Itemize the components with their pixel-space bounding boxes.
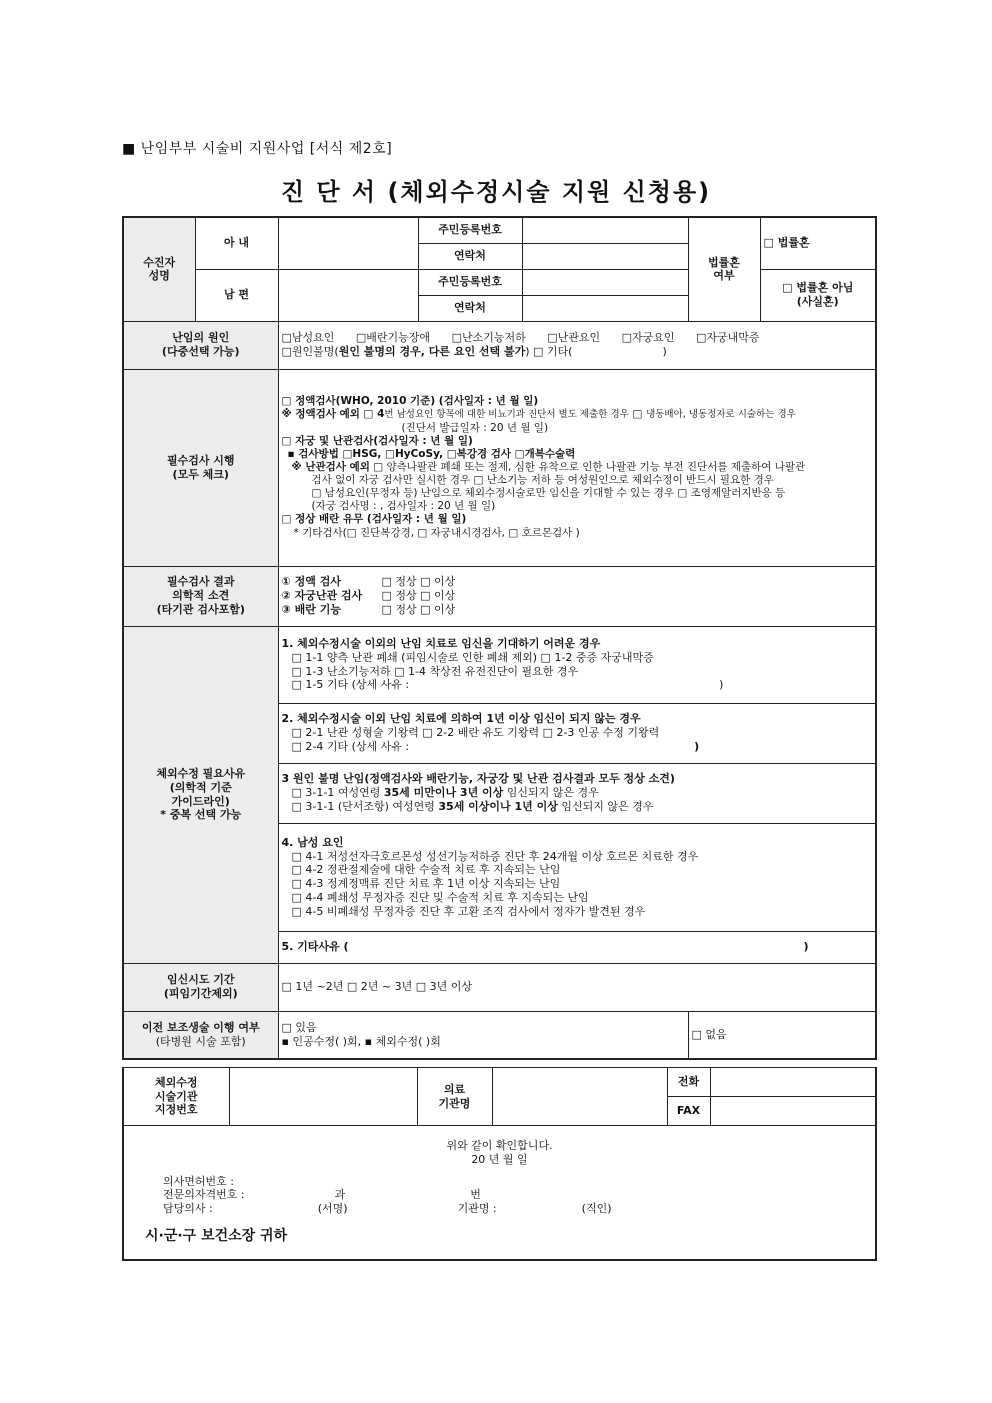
ivf-reason-label: 체외수정 필요사유 (의학적 기준 가이드라인) * 중복 선택 가능 (123, 626, 278, 963)
not-married-option[interactable]: □ 법률혼 아님 (사실혼) (760, 269, 876, 321)
diagnosis-form (122, 216, 877, 1060)
husband-id-label: 주민등록번호 (418, 269, 522, 295)
doctor-signature[interactable]: 담당의사 : (서명) 기관명 : (직인) (163, 1202, 612, 1216)
ivf-reason-section-5[interactable]: 5. 기타사유 ( ) (278, 931, 876, 963)
patient-name-label: 수진자 성명 (123, 217, 195, 321)
institution-designation-label: 체외수정 시술기관 지정번호 (123, 1068, 229, 1126)
required-tests-label: 필수검사 시행 (모두 체크) (123, 369, 278, 566)
confirm-text: 위와 같이 확인합니다. (446, 1139, 553, 1153)
wife-contact-label: 연락처 (418, 243, 522, 269)
prior-procedure-no[interactable]: □ 없음 (688, 1011, 876, 1059)
required-tests-content[interactable]: □ 정액검사(WHO, 2010 기준) (검사일자 : 년 월 일) ※ 정액검사 예외 □ 4번 남성요인 항목에 대한 비뇨기과 진단서 별도 제출한 경우 □ 냉동배아, 냉동정자로 시술하는 경우 (진단서 발급일자 : 20 년 월 일) □ 자궁 및 난관검사(검사일자 : 년 월 일) ▪ 검사방법 □HSG, □HyCoSy, □복강경 검사 □개복수술력 ※ 난관검사 예외 □ 양측나팔관 폐쇄 또는 절제, 심한 유착으로 인한 나팔관 기능 부전 진단서를 제출하여 나팔관 검사 없이 자궁 검사만 실시한 경우 □ 난소기능 저하 등 여성원인으로 체외수정이 반드시 필요한 경우 □ 남성요인(무정자 등) 난임으로 체외수정시술로만 임신을 기대할 수 있는 경우 □ 조영제알러지반응 등 (자궁 검사명 : , 검사일자 : 20 년 월 일) □ 정상 배란 유무 (검사일자 : 년 월 일) * 기타검사(□ 진단복강경, □ 자궁내시경검사, □ 호르몬검사 ) (278, 369, 876, 566)
test-results-label: 필수검사 결과 의학적 소견 (타기관 검사포함) (123, 566, 278, 626)
attempt-period-label: 임신시도 기간 (피임기간제외) (123, 963, 278, 1011)
husband-name-field[interactable] (278, 269, 418, 321)
married-option[interactable]: □ 법률혼 (760, 217, 876, 269)
fax-label: FAX (667, 1097, 710, 1126)
institution-name-field[interactable] (492, 1068, 667, 1126)
test-results-content[interactable]: ① 정액 검사 □ 정상 □ 이상 ② 자궁난관 검사 □ 정상 □ 이상 ③ 배란 기능 □ 정상 □ 이상 (278, 566, 876, 626)
infertility-cause-options[interactable]: □남성요인 □배란기능장애 □난소기능저하 □난관요인 □자궁요인 □자궁내막증 □원인불명(원인 불명의 경우, 다른 요인 선택 불가) □ 기타( ) (278, 321, 876, 369)
signature-block (123, 1126, 876, 1260)
wife-id-label: 주민등록번호 (418, 217, 522, 243)
license-number[interactable]: 의사면허번호 : (163, 1174, 234, 1188)
recipient: 시·군·구 보건소장 귀하 (145, 1227, 288, 1244)
infertility-cause-label: 난임의 원인 (다중선택 가능) (123, 321, 278, 369)
attempt-period-options[interactable]: □ 1년 ~2년 □ 2년 ~ 3년 □ 3년 이상 (278, 963, 876, 1011)
phone-field[interactable] (710, 1068, 876, 1097)
ivf-reason-section-3[interactable]: 3 원인 불명 난임(정액검사와 배란기능, 자궁강 및 난관 검사결과 모두 정상 소견) □ 3-1-1 여성연령 35세 미만이나 3년 이상 임신되지 않은 경우 □ 3-1-1 (단서조항) 여성연령 35세 이상이나 1년 이상 임신되지 않은 경우 (278, 763, 876, 823)
institution-table (122, 1067, 877, 1261)
husband-id-field[interactable] (522, 269, 688, 295)
husband-label: 남 편 (195, 269, 278, 321)
page-title: 진 단 서 (체외수정시술 지원 신청용) (280, 178, 712, 206)
phone-label: 전화 (667, 1068, 710, 1097)
institution-designation-field[interactable] (229, 1068, 417, 1126)
fax-field[interactable] (710, 1097, 876, 1126)
form-header: ■ 난임부부 시술비 지원사업 [서식 제2호] (122, 141, 393, 157)
husband-contact-label: 연락처 (418, 295, 522, 321)
ivf-reason-section-2[interactable]: 2. 체외수정시술 이외 난임 치료에 의하여 1년 이상 임신이 되지 않는 경우 □ 2-1 난관 성형술 기왕력 □ 2-2 배란 유도 기왕력 □ 2-3 인공 수정 기왕력 □ 2-4 기타 (상세 사유 : ) (278, 703, 876, 763)
specialist-number[interactable]: 전문의자격번호 : 과 번 (163, 1188, 481, 1202)
wife-name-field[interactable] (278, 217, 418, 269)
wife-contact-field[interactable] (522, 243, 688, 269)
institution-name-label: 의료 기관명 (417, 1068, 492, 1126)
husband-contact-field[interactable] (522, 295, 688, 321)
marital-status-label: 법률혼 여부 (688, 217, 760, 321)
wife-id-field[interactable] (522, 217, 688, 243)
wife-label: 아 내 (195, 217, 278, 269)
ivf-reason-section-4[interactable]: 4. 남성 요인 □ 4-1 저성선자극호르몬성 성선기능저하증 진단 후 24개월 이상 호르몬 치료한 경우 □ 4-2 정관절제술에 대한 수술적 치료 후 지속되는 난임 □ 4-3 정계정맥류 진단 치료 후 1년 이상 지속되는 난임 □ 4-4 폐쇄성 무정자증 진단 및 수술적 치료 후 지속되는 난임 □ 4-5 비폐쇄성 무정자증 진단 후 고환 조직 검사에서 정자가 발견된 경우 (278, 823, 876, 931)
prior-procedure-label: 이전 보조생술 이행 여부 (타병원 시술 포함) (123, 1011, 278, 1059)
prior-procedure-yes[interactable]: □ 있음 ▪ 인공수정( )회, ▪ 체외수정( )회 (278, 1011, 688, 1059)
confirm-date[interactable]: 20 년 월 일 (471, 1152, 528, 1166)
ivf-reason-section-1[interactable]: 1. 체외수정시술 이외의 난임 치료로 임신을 기대하기 어려운 경우 □ 1-1 양측 난관 폐쇄 (피임시술로 인한 폐쇄 제외) □ 1-2 중증 자궁내막증 □ 1-3 난소기능저하 □ 1-4 착상전 유전진단이 필요한 경우 □ 1-5 기타 (상세 사유 : ) (278, 626, 876, 703)
